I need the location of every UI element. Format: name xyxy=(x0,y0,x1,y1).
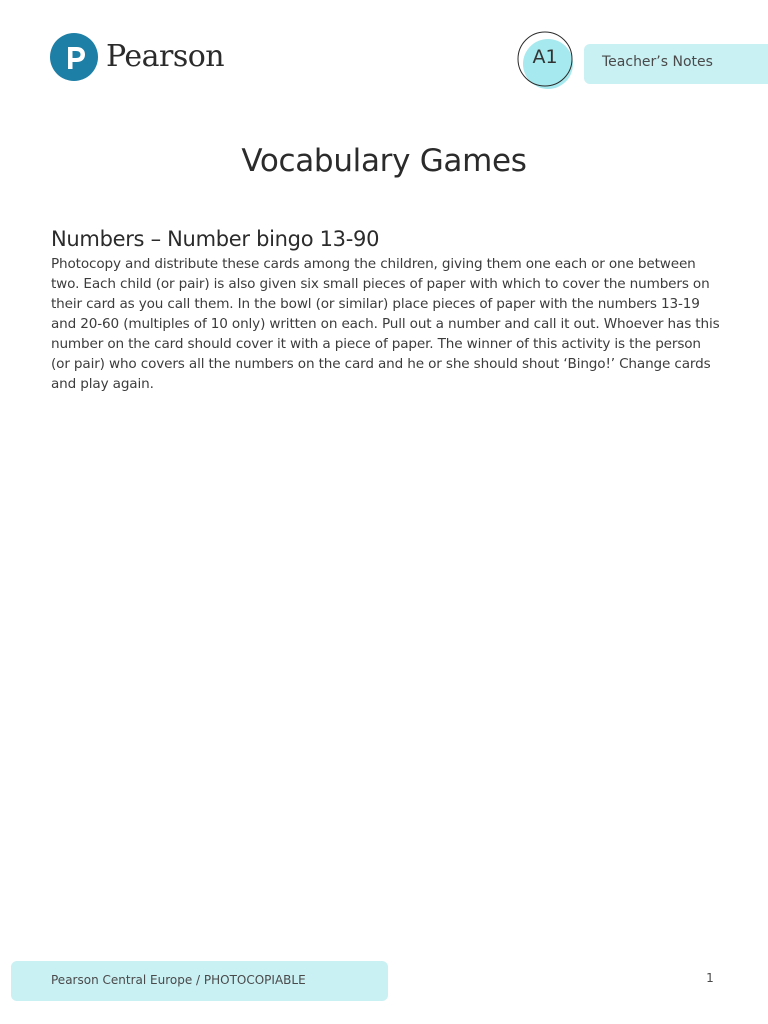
level-label: A1 xyxy=(532,46,558,68)
level-badge xyxy=(512,29,578,91)
pearson-p-icon xyxy=(50,33,98,81)
pearson-logo xyxy=(50,33,224,81)
teachers-notes-tab: Teacher’s Notes xyxy=(584,44,768,84)
section-heading: Numbers – Number bingo 13-90 xyxy=(51,227,380,251)
section-body: Photocopy and distribute these cards among the children, giving them one each or one between two. Each child (or pair) is also given six small pieces of paper with which to cover the numbers on their card as you call them. In the bowl (or similar) place pieces of paper with the numbers 13-19 and 20-60 (multiples of 10 only) written on each. Pull out a number and call it out. Whoever has this number on the card should cover it with a piece of paper. The winner of this activity is the person (or pair) who covers all the numbers on the card and he or she should shout ‘Bingo!’ Change cards and play again. xyxy=(51,256,720,392)
footer-bar: Pearson Central Europe / PHOTOCOPIABLE xyxy=(11,961,388,1001)
page-title: Vocabulary Games xyxy=(241,143,527,179)
brand-name: Pearson xyxy=(106,39,225,74)
activity-section xyxy=(51,224,723,394)
page-number: 1 xyxy=(706,971,714,985)
